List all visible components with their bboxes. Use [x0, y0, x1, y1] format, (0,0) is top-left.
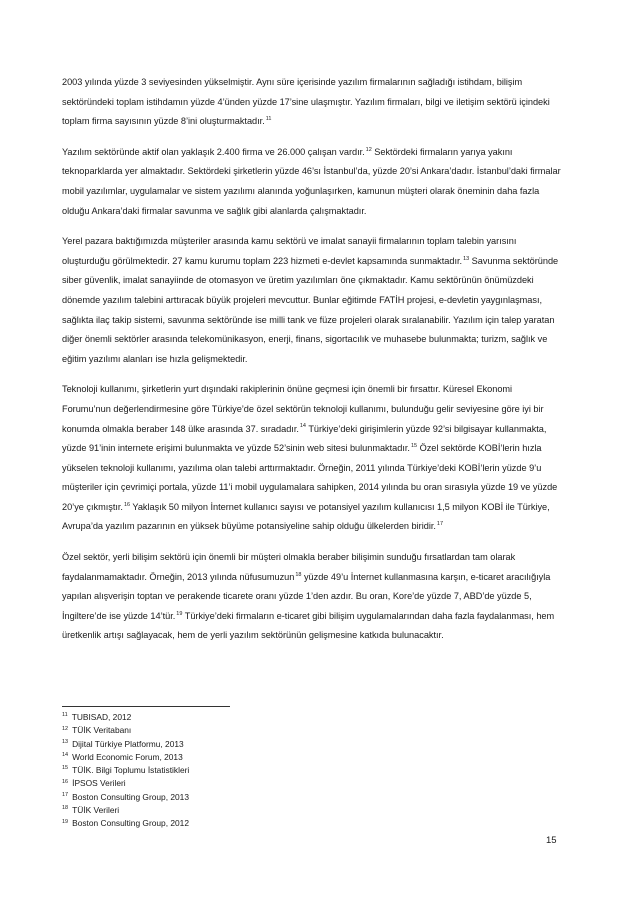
footnote-number: 16 — [62, 778, 69, 785]
footnote-reference: 16 — [123, 501, 131, 508]
footnote — [62, 777, 362, 790]
footnote-text: TÜİK Verileri — [72, 805, 120, 816]
paragraph-text: Savunma sektöründe siber güvenlik, imalat sanayiinde de otomasyon ve üretim yazılımları öne çıkmaktadır. Kamu sektörünün önümüzdeki dönemde yazılım talebini arttıracak büyük projeleri mevcuttur. Bunlar eğitimde FATİH projesi, e-devletin yaygınlaşması, sağlıkta ilaç takip sistemi, savunma sektöründe ise milli tank ve füze projeleri olarak sıralanabilir. Yazılım için talep yaratan diğer önemli sektörler arasında telekomünikasyon, enerji, finans, sigortacılık ve muhasebe bulunmakta; turizm, sağlık ve eğitim yazılımı alanları ise hızla gelişmektedir. — [62, 255, 559, 364]
paragraph — [62, 232, 562, 369]
footnote-number: 17 — [62, 791, 69, 798]
paragraph-text: Türkiye’deki firmaların e-ticaret gibi bilişim uygulamalarından daha fazla faydalanması, hem üretkenlik artışı sağlayacak, hem de yerli yazılım sektörünün gelişmesine katkıda bulunacaktır. — [62, 610, 555, 641]
paragraph-text: Sektördeki firmaların yarıya yakını teknoparklarda yer almaktadır. Sektördeki şirketlerin yüzde 46’sı İstanbul’da, yüzde 20’si Ankara’dadır. İstanbul’daki firmalar mobil yazılımlar, uygulamalar ve sistem yazılımı alanında yoğunlaşırken, kamunun müşteri olarak öneminin daha fazla olduğu Ankara’daki firmalar savunma ve sağlık gibi alanlarda çalışmaktadır. — [62, 146, 561, 216]
footnote-text: Boston Consulting Group, 2012 — [72, 818, 189, 829]
paragraph-text: Özel sektör, yerli bilişim sektörü için önemli bir müşteri olmakla beraber bilişimin sunduğu fırsatlardan tam olarak faydalanmamaktadır. Örneğin, 2013 yılında nüfusumuzun — [62, 552, 516, 582]
footnote-text: World Economic Forum, 2013 — [72, 751, 183, 762]
footnote-text: İPSOS Verileri — [72, 778, 126, 789]
footnote — [62, 724, 362, 737]
footnote-reference: 15 — [410, 443, 418, 450]
footnote-number: 12 — [62, 725, 69, 732]
paragraph-text: Yerel pazara baktığımızda müşteriler arasında kamu sektörü ve imalat sanayii firmalarının toplam talebin yarısını oluşturduğu görülmektedir. 27 kamu kurumu toplam 223 hizmeti e-devlet kapsamında sunmaktadır. — [62, 236, 517, 266]
footnote-reference: 19 — [176, 610, 183, 617]
page-number: 15 — [546, 835, 557, 846]
paragraph-text: Özel sektörde KOBİ’lerin hızla yükselen teknoloji kullanımı, yazılıma olan talebi arttırmaktadır. Örneğin, 2011 yılında Türkiye’deki KOBİ’lerin yüzde 9’u müşteriler için çevrimiçi portala, yüzde 11’i mobil uygulamalara sahipken, 2014 yılında bu oran sırasıyla yüzde 19 ve yüzde 20’ye çıkmıştır. — [62, 443, 558, 512]
paragraph-text: 2003 yılında yüzde 3 seviyesinden yükselmiştir. Aynı süre içerisinde yazılım firmalarının sağladığı istihdam, bilişim sektöründeki toplam istihdamın yüzde 4’ünden yüzde 17’sine ulaşmıştır. Yazılım firmaları, bilgi ve iletişim sektörü içindeki toplam firma sayısının yüzde 8’ini oluşturmaktadır. — [62, 77, 550, 127]
footnote — [62, 751, 362, 764]
footnote-text: TÜİK Veritabanı — [72, 725, 132, 736]
paragraph-text: yüzde 49’u İnternet kullanmasına karşın, e-ticaret aracılığıyla yapılan alışverişin toptan ve perakende ticarete oranı yüzde 1’den azdır. Bu oran, Kore’de yüzde 7, ABD’de yüzde 5, İngiltere’de ise yüzde 14’tür. — [62, 571, 551, 621]
footnote — [62, 804, 362, 817]
footnote-separator — [62, 706, 230, 707]
footnote-reference: 17 — [436, 521, 443, 528]
paragraph — [62, 548, 562, 646]
footnote-number: 18 — [62, 805, 69, 812]
footnote-reference: 18 — [295, 571, 302, 578]
paragraph — [62, 143, 562, 221]
paragraph-text: Teknoloji kullanımı, şirketlerin yurt dışındaki rakiplerinin önüne geçmesi için önemli bir fırsattır. Küresel Ekonomi Forumu’nun değerlendirmesine göre Türkiye’de özel sektörün teknoloji kullanımı, bulunduğu gelir seviyesine göre iyi bir konumda olmakla beraber 148 ülke arasında 37. sıradadır. — [62, 384, 544, 434]
footnote-reference: 14 — [299, 423, 306, 430]
footnotes — [62, 711, 362, 831]
paragraph — [62, 73, 562, 132]
footnote-number: 14 — [62, 752, 69, 759]
paragraph-text: Türkiye’deki girişimlerin yüzde 92’si bilgisayar kullanmakta, yüzde 91’inin internete erişimi bulunmakta ve yüzde 52’sinin web sitesi bulunmaktadır. — [62, 423, 547, 454]
footnote-number: 15 — [62, 765, 69, 772]
paragraph-text: Yazılım sektöründe aktif olan yaklaşık 2.400 firma ve 26.000 çalışan vardır. — [62, 146, 365, 157]
footnote — [62, 791, 362, 804]
footnote — [62, 817, 362, 830]
footnote — [62, 738, 362, 751]
paragraph — [62, 380, 562, 537]
paragraph-text: Yaklaşık 50 milyon İnternet kullanıcı sayısı ve potansiyel yazılım kullanıcısı 1,5 milyon KOBİ ile Türkiye, Avrupa’da yazılım pazarının en yüksek büyüme potansiyeline sahip olduğu ülkelerden biridir. — [62, 501, 550, 532]
footnote — [62, 764, 362, 777]
footnote-reference: 12 — [365, 146, 372, 153]
footnote-text: TUBISAD, 2012 — [71, 712, 132, 722]
footnote-number: 19 — [62, 818, 69, 825]
footnote-text: Boston Consulting Group, 2013 — [72, 791, 189, 802]
footnote-reference: 13 — [463, 255, 470, 262]
body-text — [62, 73, 562, 657]
footnote — [62, 711, 362, 724]
footnote-number: 11 — [62, 712, 68, 719]
footnote-number: 13 — [62, 738, 69, 745]
footnote-reference: 11 — [265, 116, 272, 123]
footnote-text: Dijital Türkiye Platformu, 2013 — [72, 738, 184, 749]
footnote-text: TÜİK. Bilgi Toplumu İstatistikleri — [72, 765, 190, 776]
